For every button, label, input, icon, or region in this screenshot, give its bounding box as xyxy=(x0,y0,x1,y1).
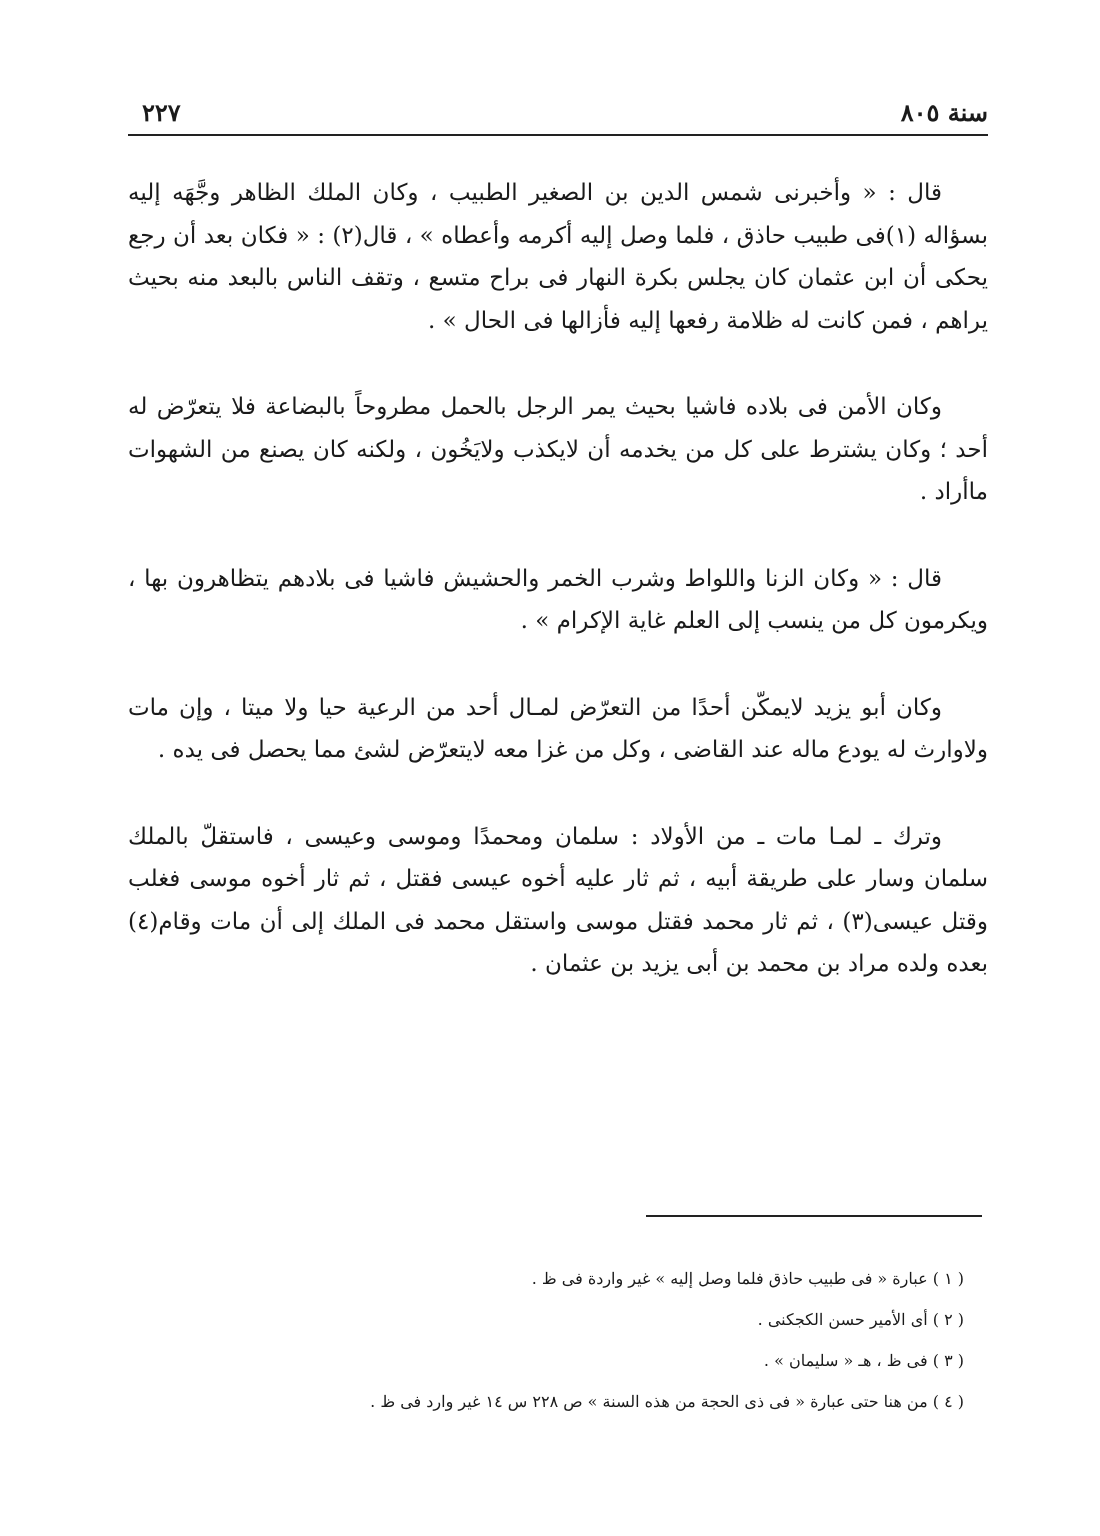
paragraph-abu-yazid: وكان أبو يزيد لايمكّن أحدًا من التعرّض لمـال أحد من الرعية حيا ولا ميتا ، وإن مات ولاوارث له يودع ماله عند القاضى ، وكل من غزا معه لايتعرّض لشئ مما يحصل فى يده . xyxy=(128,694,988,763)
header-divider xyxy=(128,134,988,136)
footnote-2: ( ٢ ) أى الأمير حسن الكجكنى . xyxy=(757,1310,964,1329)
running-head-year: سنة ٨٠٥ xyxy=(900,98,988,127)
footnote-divider xyxy=(646,1215,982,1217)
footnote-1: ( ١ ) عبارة « فى طبيب حاذق فلما وصل إليه » غير واردة فى ظ . xyxy=(531,1269,964,1288)
footnote-3: ( ٣ ) فى ظ ، هـ « سليمان » . xyxy=(763,1351,964,1370)
paragraph-security: وكان الأمن فى بلاده فاشيا بحيث يمر الرجل بالحمل مطروحاً بالبضاعة فلا يتعرّض له أحد ؛ وكان يشترط على كل من يخدمه أن لايكذب ولايَخُون ، ولكنه كان يصنع من الشهوات ماأراد . xyxy=(128,394,988,505)
footnote-4: ( ٤ ) من هنا حتى عبارة « فى ذى الحجة من هذه السنة » ص ٢٢٨ س ١٤ غير وارد فى ظ . xyxy=(370,1392,964,1411)
paragraph-ibn-othman-court: قال : « وأخبرنى شمس الدين بن الصغير الطبيب ، وكان الملك الظاهر وجَّهَه إليه بسؤاله (١)فى طبيب حاذق ، فلما وصل إليه أكرمه وأعطاه » ، قال(٢) : « فكان بعد أن رجع يحكى أن ابن عثمان كان يجلس بكرة النهار فى براح متسع ، وتقف الناس بالبعد منه بحيث يراهم ، فمن كانت له ظلامة رفعها إليه فأزالها فى الحال » . xyxy=(128,180,988,334)
main-text xyxy=(128,172,988,986)
page-number: ٢٢٧ xyxy=(142,98,181,127)
paragraph-succession: وترك ـ لمـا مات ـ من الأولاد : سلمان ومحمدًا وموسى وعيسى ، فاستقلّ بالملك سلمان وسار على طريقة أبيه ، ثم ثار عليه أخوه عيسى فقتل ، ثم ثار أخوه موسى فغلب وقتل عيسى(٣) ، ثم ثار محمد فقتل موسى واستقل محمد فى الملك إلى أن مات وقام(٤) بعده ولده مراد بن محمد بن أبى يزيد بن عثمان . xyxy=(128,823,988,977)
page-header xyxy=(128,98,988,138)
footnotes xyxy=(128,1258,964,1422)
paragraph-customs: قال : « وكان الزنا واللواط وشرب الخمر والحشيش فاشيا فى بلادهم يتظاهرون بها ، ويكرمون كل من ينسب إلى العلم غاية الإكرام » . xyxy=(128,565,988,634)
